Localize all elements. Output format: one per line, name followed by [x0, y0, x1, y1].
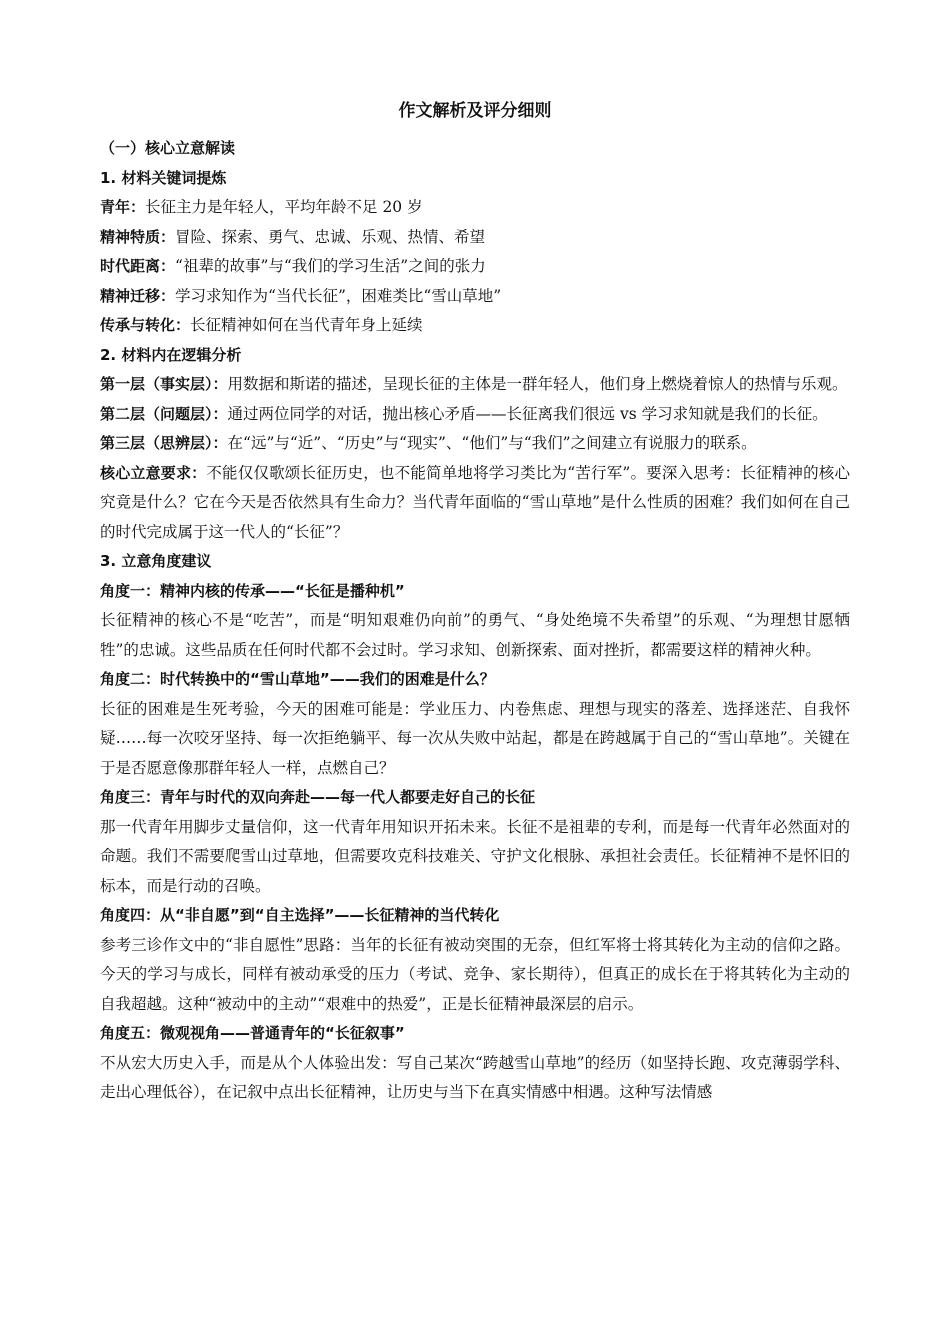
- angle-heading: 角度三：青年与时代的双向奔赴——每一代人都要走好自己的长征: [100, 788, 536, 806]
- angle-paragraph: 长征的困难是生死考验，今天的困难可能是：学业压力、内卷焦虑、理想与现实的落差、选择迷茫、自我怀疑……每一次咬牙坚持、每一次拒绝躺平、每一次从失败中站起，都是在跨越属于自己的“雪山草地”。关键在于是否愿意像那群年轻人一样，点燃自己？: [100, 699, 850, 777]
- layer-text: 不能仅仅歌颂长征历史，也不能简单地将学习类比为“苦行军”。要深入思考：长征精神的核心究竟是什么？它在今天是否依然具有生命力？当代青年面临的“雪山草地”是什么性质的困难？我们如何在自己的时代完成属于这一代人的“长征”？: [100, 463, 850, 541]
- section-heading: （一）核心立意解读: [100, 139, 236, 157]
- keyword-text: 长征精神如何在当代青年身上延续: [190, 316, 423, 334]
- layer-label: 核心立意要求：: [100, 463, 207, 482]
- keyword-text: “祖辈的故事”与“我们的学习生活”之间的张力: [175, 257, 486, 275]
- angle-heading: 角度二：时代转换中的“雪山草地”——我们的困难是什么？: [100, 670, 495, 688]
- angle-paragraph: 参考三诊作文中的“非自愿性”思路：当年的长征有被动突围的无奈，但红军将士将其转化为主动的信仰之路。今天的学习与成长，同样有被动承受的压力（考试、竞争、家长期待），但真正的成长在于将其转化为主动的自我超越。这种“被动中的主动”“艰难中的热爱”，正是长征精神最深层的启示。: [100, 935, 850, 1013]
- keyword-text: 长征主力是年轻人，平均年龄不足 20 岁: [145, 198, 423, 216]
- keyword-label: 精神特质：: [100, 227, 176, 246]
- keyword-line: [100, 193, 850, 223]
- keyword-line: [100, 282, 850, 312]
- keyword-label: 传承与转化：: [100, 316, 191, 334]
- layer-text: 在“远”与“近”、“历史”与“现实”、“他们”与“我们”之间建立有说服力的联系。: [227, 434, 757, 452]
- angle-heading: 角度四：从“非自愿”到“自主选择”——长征精神的当代转化: [100, 906, 500, 924]
- document-content: [100, 97, 850, 1108]
- core-requirement-paragraph: [100, 459, 850, 548]
- keyword-text: 冒险、探索、勇气、忠诚、乐观、热情、希望: [175, 227, 486, 246]
- layer-text: 用数据和斯诺的描述，呈现长征的主体是一群年轻人，他们身上燃烧着惊人的热情与乐观。: [227, 375, 848, 393]
- logic-layer-paragraph: [100, 400, 850, 430]
- logic-layer-paragraph: [100, 429, 850, 459]
- angle-paragraph: 不从宏大历史入手，而是从个人体验出发：写自己某次“跨越雪山草地”的经历（如坚持长跑、攻克薄弱学科、走出心理低谷），在记叙中点出长征精神，让历史与当下在真实情感中相遇。这种写法情感: [100, 1053, 850, 1101]
- keyword-label: 青年：: [100, 198, 146, 216]
- layer-text: 通过两位同学的对话，抛出核心矛盾——长征离我们很远 vs 学习求知就是我们的长征。: [227, 404, 828, 423]
- keyword-text: 学习求知作为“当代长征”，困难类比“雪山草地”: [175, 286, 502, 305]
- angle-heading: 角度五：微观视角——普通青年的“长征叙事”: [100, 1024, 405, 1042]
- layer-label: 第一层（事实层）：: [100, 375, 228, 393]
- angle-paragraph: 长征精神的核心不是“吃苦”，而是“明知艰难仍向前”的勇气、“身处绝境不失希望”的乐观、“为理想甘愿牺牲”的忠诚。这些品质在任何时代都不会过时。学习求知、创新探索、面对挫折，都需要这样的精神火种。: [100, 611, 850, 659]
- angle-heading: 角度一：精神内核的传承——“长征是播种机”: [100, 581, 405, 600]
- angle-paragraph: 那一代青年用脚步丈量信仰，这一代青年用知识开拓未来。长征不是祖辈的专利，而是每一代青年必然面对的命题。我们不需要爬雪山过草地，但需要攻克科技难关、守护文化根脉、承担社会责任。长征精神不是怀旧的标本，而是行动的召唤。: [100, 817, 850, 895]
- subsection-heading-logic: 2. 材料内在逻辑分析: [100, 345, 242, 364]
- layer-label: 第二层（问题层）：: [100, 404, 228, 423]
- page-title: 作文解析及评分细则: [398, 101, 552, 121]
- layer-label: 第三层（思辨层）：: [100, 434, 228, 452]
- keyword-label: 时代距离：: [100, 257, 176, 275]
- keyword-line: [100, 252, 850, 282]
- logic-layer-paragraph: [100, 370, 850, 400]
- subsection-heading-angles: 3. 立意角度建议: [100, 552, 212, 570]
- keyword-label: 精神迁移：: [100, 286, 176, 305]
- keyword-line: [100, 223, 850, 253]
- keyword-line: [100, 311, 850, 341]
- subsection-heading-keywords: 1. 材料关键词提炼: [100, 168, 227, 187]
